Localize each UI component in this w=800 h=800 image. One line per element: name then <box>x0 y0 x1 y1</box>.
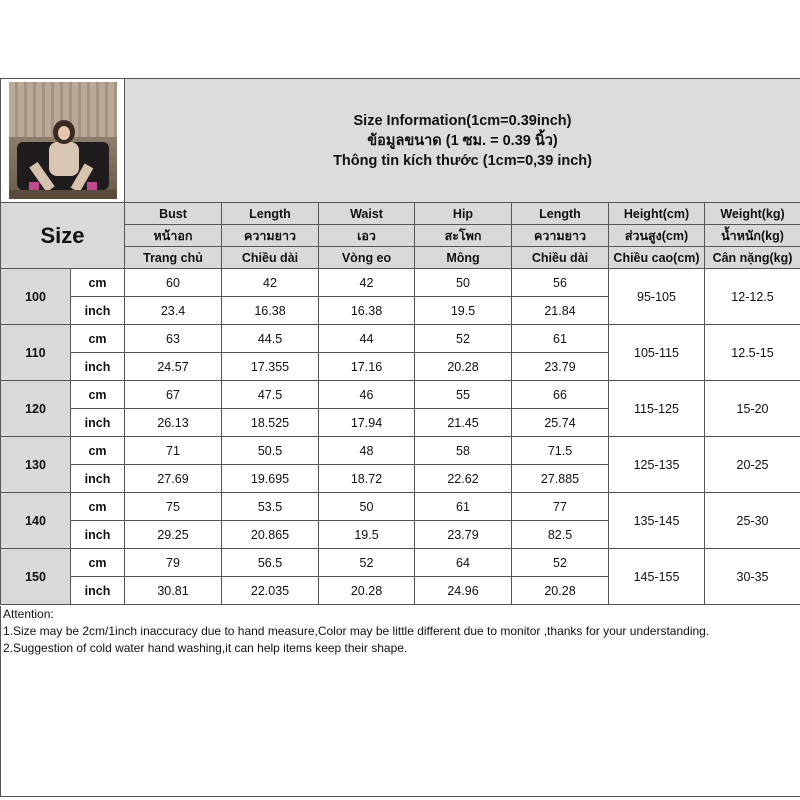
col-weight-en: Weight(kg) <box>705 203 800 225</box>
measurement-cell: 48 <box>319 437 415 465</box>
measurement-cell: 25.74 <box>512 409 609 437</box>
measurement-cell: 46 <box>319 381 415 409</box>
col-height-th: ส่วนสูง(cm) <box>609 225 705 247</box>
measurement-cell: 42 <box>319 269 415 297</box>
title-thai: ข้อมูลขนาด (1 ซม. = 0.39 นิ้ว) <box>367 132 558 149</box>
measurement-cell: 18.525 <box>222 409 319 437</box>
col-waist-vi: Vòng eo <box>319 247 415 269</box>
col-length-th: ความยาว <box>222 225 319 247</box>
measurement-cell: 82.5 <box>512 521 609 549</box>
unit-label: inch <box>71 409 125 437</box>
measurement-cell: 26.13 <box>125 409 222 437</box>
table-row <box>1 325 800 353</box>
height-range: 105-115 <box>609 325 705 381</box>
measurement-cell: 27.885 <box>512 465 609 493</box>
title-block <box>125 79 800 203</box>
measurement-cell: 27.69 <box>125 465 222 493</box>
unit-label: cm <box>71 325 125 353</box>
size-label: Size <box>1 203 125 269</box>
measurement-cell: 50.5 <box>222 437 319 465</box>
measurement-cell: 21.45 <box>415 409 512 437</box>
size-value: 110 <box>1 325 71 381</box>
col-waist-th: เอว <box>319 225 415 247</box>
size-value: 120 <box>1 381 71 437</box>
measurement-cell: 50 <box>415 269 512 297</box>
table-row <box>1 437 800 465</box>
measurement-cell: 17.94 <box>319 409 415 437</box>
table-row <box>1 493 800 521</box>
measurement-cell: 20.28 <box>319 577 415 605</box>
measurement-cell: 22.035 <box>222 577 319 605</box>
measurement-cell: 66 <box>512 381 609 409</box>
measurement-cell: 19.5 <box>319 521 415 549</box>
measurement-cell: 22.62 <box>415 465 512 493</box>
column-header-row-en <box>1 203 800 225</box>
product-photo <box>9 82 117 199</box>
measurement-cell: 52 <box>512 549 609 577</box>
measurement-cell: 23.4 <box>125 297 222 325</box>
weight-range: 30-35 <box>705 549 800 605</box>
notes-heading: Attention: <box>3 607 54 621</box>
measurement-cell: 17.355 <box>222 353 319 381</box>
measurement-cell: 20.28 <box>512 577 609 605</box>
measurement-cell: 16.38 <box>222 297 319 325</box>
col-bust-vi: Trang chủ <box>125 247 222 269</box>
col-hip-en: Hip <box>415 203 512 225</box>
measurement-cell: 63 <box>125 325 222 353</box>
measurement-cell: 52 <box>319 549 415 577</box>
unit-label: cm <box>71 437 125 465</box>
size-value: 140 <box>1 493 71 549</box>
col-length-vi: Chiều dài <box>222 247 319 269</box>
weight-range: 20-25 <box>705 437 800 493</box>
measurement-cell: 44 <box>319 325 415 353</box>
measurement-cell: 19.5 <box>415 297 512 325</box>
measurement-cell: 20.28 <box>415 353 512 381</box>
measurement-cell: 18.72 <box>319 465 415 493</box>
measurement-cell: 44.5 <box>222 325 319 353</box>
col-waist-en: Waist <box>319 203 415 225</box>
col-height-en: Height(cm) <box>609 203 705 225</box>
col-length-en: Length <box>222 203 319 225</box>
unit-label: cm <box>71 493 125 521</box>
unit-label: inch <box>71 465 125 493</box>
size-chart-sheet <box>0 78 800 800</box>
measurement-cell: 47.5 <box>222 381 319 409</box>
col-hip-th: สะโพก <box>415 225 512 247</box>
measurement-cell: 58 <box>415 437 512 465</box>
measurement-cell: 61 <box>415 493 512 521</box>
size-table <box>0 78 800 605</box>
header-row <box>1 79 800 203</box>
size-value: 100 <box>1 269 71 325</box>
measurement-cell: 56.5 <box>222 549 319 577</box>
height-range: 135-145 <box>609 493 705 549</box>
col-length2-th: ความยาว <box>512 225 609 247</box>
measurement-cell: 50 <box>319 493 415 521</box>
table-row <box>1 269 800 297</box>
attention-notes <box>0 606 800 797</box>
measurement-cell: 20.865 <box>222 521 319 549</box>
table-row <box>1 549 800 577</box>
measurement-cell: 79 <box>125 549 222 577</box>
measurement-cell: 24.96 <box>415 577 512 605</box>
unit-label: inch <box>71 353 125 381</box>
measurement-cell: 21.84 <box>512 297 609 325</box>
title-vietnamese: Thông tin kích thước (1cm=0,39 inch) <box>333 152 592 169</box>
measurement-cell: 52 <box>415 325 512 353</box>
product-photo-cell <box>1 79 125 203</box>
weight-range: 12.5-15 <box>705 325 800 381</box>
unit-label: inch <box>71 297 125 325</box>
measurement-cell: 23.79 <box>415 521 512 549</box>
unit-label: cm <box>71 549 125 577</box>
measurement-cell: 60 <box>125 269 222 297</box>
col-bust-en: Bust <box>125 203 222 225</box>
measurement-cell: 42 <box>222 269 319 297</box>
size-value: 130 <box>1 437 71 493</box>
unit-label: cm <box>71 381 125 409</box>
unit-label: inch <box>71 521 125 549</box>
measurement-cell: 19.695 <box>222 465 319 493</box>
measurement-cell: 24.57 <box>125 353 222 381</box>
size-value: 150 <box>1 549 71 605</box>
measurement-cell: 53.5 <box>222 493 319 521</box>
measurement-cell: 67 <box>125 381 222 409</box>
weight-range: 25-30 <box>705 493 800 549</box>
measurement-cell: 56 <box>512 269 609 297</box>
title-english: Size Information(1cm=0.39inch) <box>353 112 572 129</box>
weight-range: 15-20 <box>705 381 800 437</box>
measurement-cell: 16.38 <box>319 297 415 325</box>
note-line-2: 2.Suggestion of cold water hand washing,it can help items keep their shape. <box>3 641 408 655</box>
measurement-cell: 64 <box>415 549 512 577</box>
col-weight-vi: Cân nặng(kg) <box>705 247 800 269</box>
height-range: 115-125 <box>609 381 705 437</box>
note-line-1: 1.Size may be 2cm/1inch inaccuracy due to hand measure,Color may be little different due to monitor ,thanks for your understanding. <box>3 624 710 638</box>
measurement-cell: 30.81 <box>125 577 222 605</box>
measurement-cell: 17.16 <box>319 353 415 381</box>
measurement-cell: 23.79 <box>512 353 609 381</box>
col-weight-th: น้ำหนัก(kg) <box>705 225 800 247</box>
weight-range: 12-12.5 <box>705 269 800 325</box>
measurement-cell: 71 <box>125 437 222 465</box>
height-range: 95-105 <box>609 269 705 325</box>
col-bust-th: หน้าอก <box>125 225 222 247</box>
height-range: 125-135 <box>609 437 705 493</box>
measurement-cell: 75 <box>125 493 222 521</box>
height-range: 145-155 <box>609 549 705 605</box>
unit-label: inch <box>71 577 125 605</box>
measurement-cell: 61 <box>512 325 609 353</box>
unit-label: cm <box>71 269 125 297</box>
measurement-cell: 71.5 <box>512 437 609 465</box>
table-row <box>1 381 800 409</box>
measurement-cell: 55 <box>415 381 512 409</box>
col-height-vi: Chiều cao(cm) <box>609 247 705 269</box>
col-hip-vi: Mông <box>415 247 512 269</box>
col-length2-en: Length <box>512 203 609 225</box>
col-length2-vi: Chiều dài <box>512 247 609 269</box>
measurement-cell: 29.25 <box>125 521 222 549</box>
measurement-cell: 77 <box>512 493 609 521</box>
